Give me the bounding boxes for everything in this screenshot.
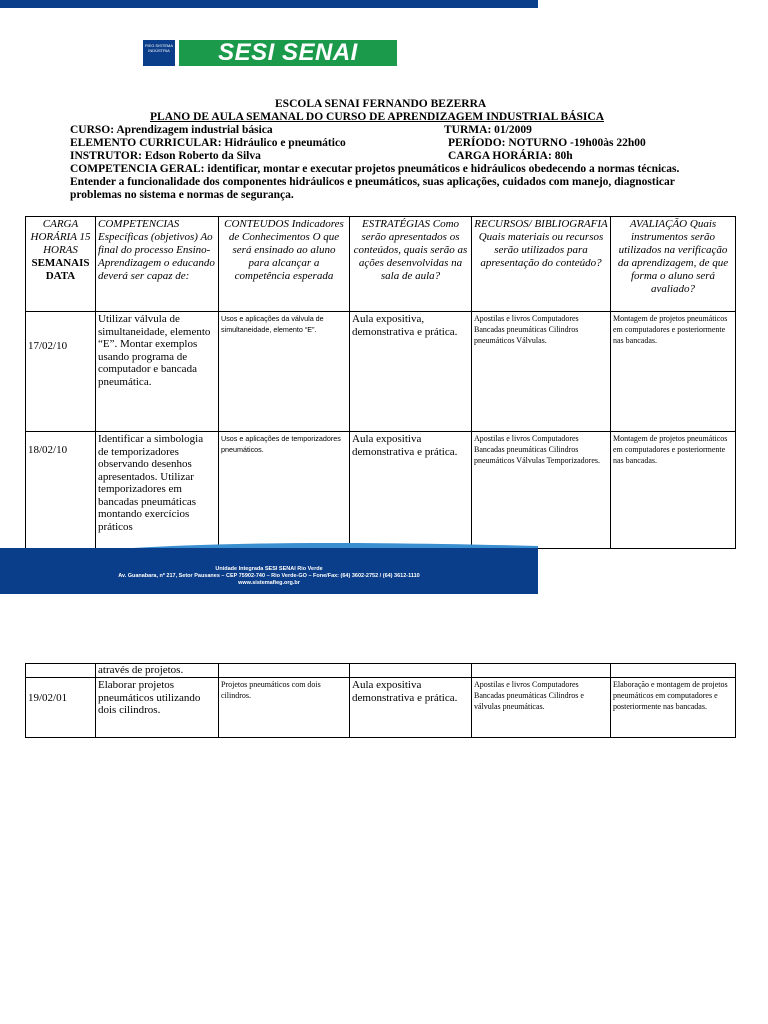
header-conteudos: CONTEUDOS Indicadores de Conhecimentos O que será ensinado ao aluno para alcançar a competência esperada bbox=[219, 217, 350, 312]
top-band bbox=[0, 0, 538, 8]
row-competencias: Identificar a simbologia de temporizadores observando desenhos apresentados. Utilizar temporizadores em bancadas pneumáticas montando exercícios práticos bbox=[96, 432, 219, 549]
period-line: PERÍODO: NOTURNO -19h00às 22h00 bbox=[448, 137, 646, 149]
row-conteudos: Usos e aplicações de temporizadores pneumáticos. bbox=[219, 432, 350, 549]
general-competence: COMPETENCIA GERAL: identificar, montar e executar projetos pneumáticos e hidráulicos obedecendo a normas técnicas. Entender a funcionalidade dos componentes hidráulicos e pneumáticos, suas aplicações, cuidados com manejo, diagnosticar problemas no sistema e normas de segurança. bbox=[70, 163, 680, 201]
row-date bbox=[26, 664, 96, 678]
row-estrategias: Aula expositiva demonstrativa e prática. bbox=[350, 678, 472, 738]
course-line: CURSO: Aprendizagem industrial básica bbox=[70, 124, 273, 136]
row-estrategias: Aula expositiva, demonstrativa e prática. bbox=[350, 312, 472, 432]
row-date: 19/02/01 bbox=[26, 678, 96, 738]
row-recursos bbox=[472, 664, 611, 678]
fieg-seal: FIEG SISTEMA INDÚSTRIA bbox=[143, 40, 175, 66]
row-date: 18/02/10 bbox=[26, 432, 96, 549]
sesi-senai-logo bbox=[143, 40, 397, 66]
lesson-plan-table-continued bbox=[25, 663, 736, 738]
row-avaliacao bbox=[611, 664, 736, 678]
row-conteudos: Usos e aplicações da válvula de simultaneidade, elemento “E”. bbox=[219, 312, 350, 432]
row-competencias: Elaborar projetos pneumáticos utilizando dois cilindros. bbox=[96, 678, 219, 738]
hours-line: CARGA HORÁRIA: 80h bbox=[448, 150, 573, 162]
table-row bbox=[26, 432, 736, 549]
header-recursos: RECURSOS/ BIBLIOGRAFIA Quais materiais ou recursos serão utilizados para apresentação do conteúdo? bbox=[472, 217, 611, 312]
row-estrategias bbox=[350, 664, 472, 678]
row-recursos: Apostilas e livros Computadores Bancadas pneumáticas Cilindros pneumáticos Válvulas Temporizadores. bbox=[472, 432, 611, 549]
header-carga: CARGA HORÁRIA 15 HORAS SEMANAIS DATA bbox=[26, 217, 96, 312]
row-competencias: Utilizar válvula de simultaneidade, elemento “E”. Montar exemplos usando programa de computador e bancada pneumática. bbox=[96, 312, 219, 432]
row-avaliacao: Montagem de projetos pneumáticos em computadores e posteriormente nas bancadas. bbox=[611, 312, 736, 432]
plan-title: PLANO DE AULA SEMANAL DO CURSO DE APRENDIZAGEM INDUSTRIAL BÁSICA bbox=[150, 111, 605, 123]
row-date: 17/02/10 bbox=[26, 312, 96, 432]
logo-wordmark: SESI SENAI bbox=[179, 40, 397, 66]
row-recursos: Apostilas e livros Computadores Bancadas pneumáticas Cilindros pneumáticos Válvulas. bbox=[472, 312, 611, 432]
header-estrategias: ESTRATÉGIAS Como serão apresentados os conteúdos, quais serão as ações desenvolvidas na sala de aula? bbox=[350, 217, 472, 312]
class-line: TURMA: 01/2009 bbox=[444, 124, 532, 136]
row-estrategias: Aula expositiva demonstrativa e prática. bbox=[350, 432, 472, 549]
school-name: ESCOLA SENAI FERNANDO BEZERRA bbox=[275, 98, 487, 110]
row-conteudos bbox=[219, 664, 350, 678]
header-competencias: COMPETENCIAS Específicas (objetivos) Ao final do processo Ensino-Aprendizagem o educando deverá ser capaz de: bbox=[96, 217, 219, 312]
table-header-row bbox=[26, 217, 736, 312]
header-avaliacao: AVALIAÇÃO Quais instrumentos serão utilizados na verificação da aprendizagem, de que forma o aluno será avaliado? bbox=[611, 217, 736, 312]
row-avaliacao: Montagem de projetos pneumáticos em computadores e posteriormente nas bancadas. bbox=[611, 432, 736, 549]
table-row bbox=[26, 312, 736, 432]
table-row bbox=[26, 664, 736, 678]
table-row bbox=[26, 678, 736, 738]
element-line: ELEMENTO CURRICULAR: Hidráulico e pneumático bbox=[70, 137, 346, 149]
instructor-line: INSTRUTOR: Edson Roberto da Silva bbox=[70, 150, 261, 162]
row-avaliacao: Elaboração e montagem de projetos pneumáticos em computadores e posteriormente nas bancadas. bbox=[611, 678, 736, 738]
row-competencias: através de projetos. bbox=[96, 664, 219, 678]
row-conteudos: Projetos pneumáticos com dois cilindros. bbox=[219, 678, 350, 738]
footer-address: Unidade Integrada SESI SENAI Rio Verde Av. Guanabara, nº 217, Setor Pausanes – CEP 75902-740 – Rio Verde-GO – Fone/Fax: (64) 3602-2752 / (64) 3612-1110 www.sistemafieg.org.br bbox=[118, 566, 420, 586]
row-recursos: Apostilas e livros Computadores Bancadas pneumáticas Cilindros e válvulas pneumáticas. bbox=[472, 678, 611, 738]
lesson-plan-table bbox=[25, 216, 736, 549]
